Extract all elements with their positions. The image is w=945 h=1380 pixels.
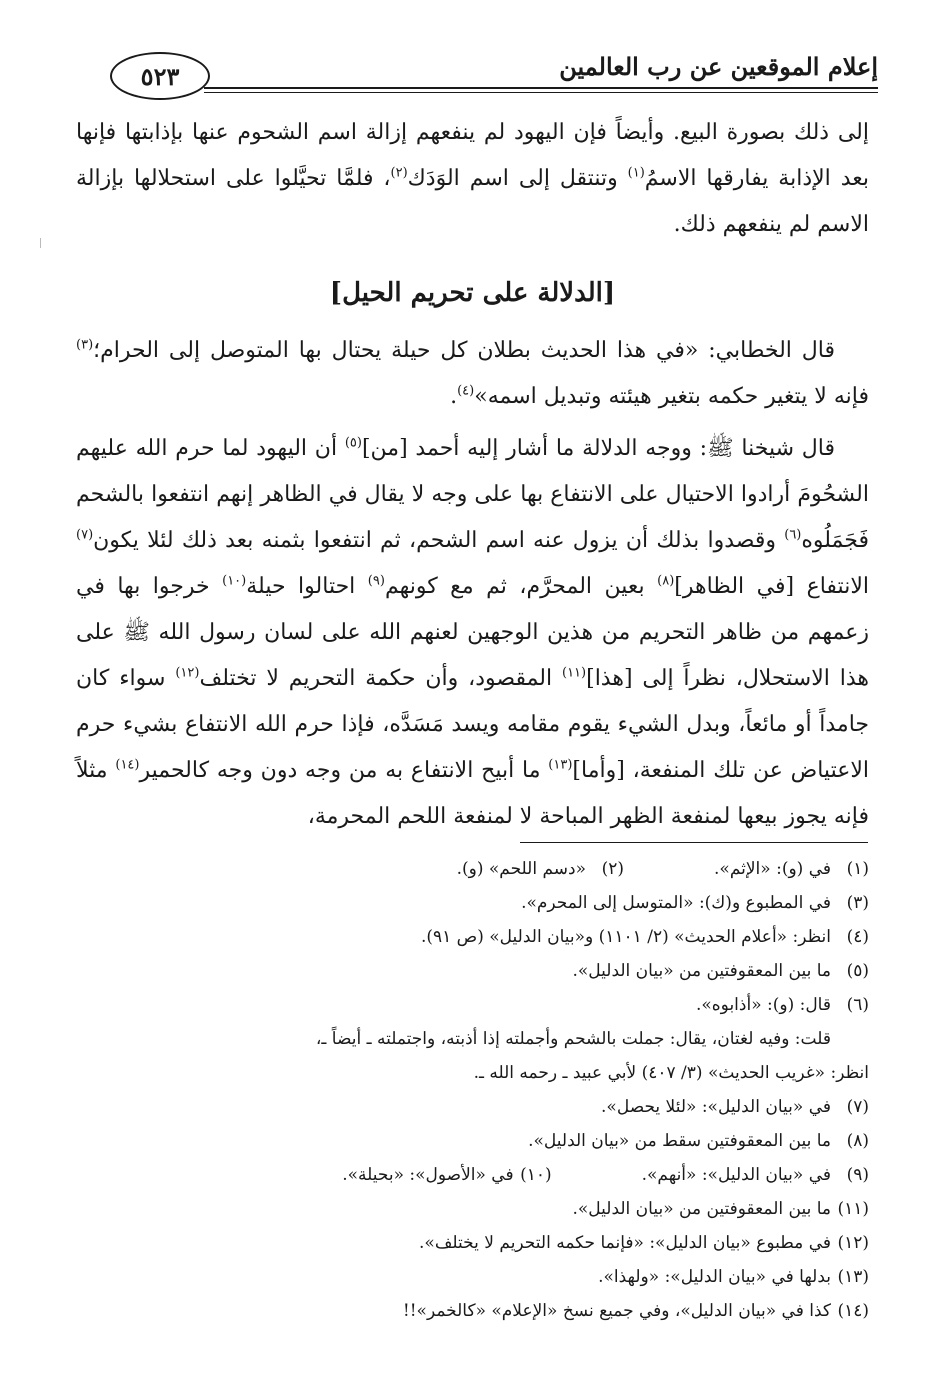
footnote-number: (٧) — [846, 1097, 869, 1117]
footnote-11 — [76, 1192, 869, 1226]
footnote-text: ما بين المعقوفتين من «بيان الدليل». — [572, 1199, 831, 1219]
footnote-row — [76, 1158, 869, 1192]
footnote-text: في المطبوع و(ك): «المتوسل إلى المحرم». — [521, 893, 831, 913]
text-run: وقصدوا بذلك أن يزول عنه اسم الشحم، ثم انتفعوا بثمنه بعد ذلك لئلا يكون — [93, 528, 785, 553]
footnote-text: في (و): «الإثم». — [714, 859, 831, 879]
footnote-ref: (١٣) — [548, 757, 573, 773]
footnote-text: ما بين المعقوفتين من «بيان الدليل». — [572, 961, 831, 981]
footnote-ref: (٩) — [367, 573, 385, 589]
footnote-10 — [342, 1158, 551, 1192]
footnote-number: (٩) — [846, 1165, 869, 1185]
footnote-4 — [76, 920, 869, 954]
footnote-ref: (٥) — [344, 435, 362, 451]
text-run: قال الخطابي: «في هذا الحديث بطلان كل حيلة يحتال بها المتوصل إلى الحرام؛ — [93, 338, 835, 363]
footnote-row — [76, 852, 869, 886]
footnote-text: قال: (و): «أذابوه». — [695, 995, 831, 1015]
footnote-text: في مطبوع «بيان الدليل»: «فإنما حكمه التحريم لا يختلف». — [419, 1233, 831, 1253]
footnote-separator — [520, 842, 868, 843]
footnote-text: في «بيان الدليل»: «لئلا يحصل». — [601, 1097, 831, 1117]
footnote-text: بدلها في «بيان الدليل»: «ولهذا». — [598, 1267, 831, 1287]
text-run: سواء كان جامداً أو مائعاً، وبدل الشيء يقوم مقامه ويسد مَسَدَّه، فإذا حرم الله الانتفاع بشيء حرم الاعتياض عن تلك المنفعة، [وأما] — [76, 666, 869, 783]
footnote-number: (١٣) — [837, 1267, 869, 1287]
header-rule — [204, 87, 878, 89]
footnote-ref: (١٠) — [222, 573, 247, 589]
page-header — [92, 40, 878, 100]
footnote-ref: (٢) — [390, 165, 408, 181]
footnote-number: (٢) — [601, 859, 625, 879]
footnote-number: (٤) — [846, 927, 869, 947]
footnote-ref: (٣) — [76, 337, 94, 353]
main-text — [76, 110, 869, 840]
text-run: ، فلمَّا تحيَّلوا على استحلالها بإزالة الاسم لم ينفعهم ذلك. — [76, 166, 869, 237]
footnote-number: (٦) — [846, 995, 869, 1015]
footnote-text: في «بيان الدليل»: «أنهم». — [641, 1165, 831, 1185]
footnote-ref: (٨) — [657, 573, 675, 589]
footnote-12 — [76, 1226, 869, 1260]
footnote-text: ما بين المعقوفتين سقط من «بيان الدليل». — [528, 1131, 831, 1151]
page-number-label: ٥٢٣ — [140, 61, 180, 91]
text-run: المقصود، وأن حكمة التحريم لا تختلف — [199, 666, 562, 691]
footnotes — [76, 852, 869, 1328]
header-rule-thin — [204, 92, 878, 93]
text-run: وتنتقل إلى اسم الوَدَك — [407, 166, 628, 191]
footnote-ref: (١) — [627, 165, 645, 181]
footnote-number: (٣) — [846, 893, 869, 913]
footnote-13 — [76, 1260, 869, 1294]
footnote-text: «دسم اللحم» (و). — [456, 859, 587, 879]
footnote-5 — [76, 954, 869, 988]
footnote-6-reference: انظر: «غريب الحديث» (٣/ ٤٠٧) لأبي عبيد ـ رحمه الله ـ. — [473, 1063, 869, 1083]
text-run: فإنه لا يتغير حكمه بتغير هيئته وتبديل اسمه» — [474, 384, 869, 409]
footnote-text: كذا في «بيان الدليل»، وفي جميع نسخ «الإعلام» «كالخمر»!! — [402, 1301, 831, 1321]
footnote-number: (١٤) — [837, 1301, 869, 1321]
footnote-ref: (٤) — [457, 383, 475, 399]
footnote-number: (٥) — [846, 961, 869, 981]
footnote-1 — [714, 852, 869, 886]
page-number — [110, 52, 210, 100]
footnote-number: (١) — [846, 859, 869, 879]
footnote-number: (١٠) — [520, 1165, 552, 1185]
footnote-7 — [76, 1090, 869, 1124]
footnote-ref: (١٤) — [115, 757, 140, 773]
text-run: إلى ذلك بصورة البيع. وأيضاً فإن اليهود لم ينفعهم إزالة اسم الشحوم عنها بإذابتها فإنها بعد الإذابة يفارقها الاسمُ — [76, 120, 869, 191]
footnote-3 — [76, 886, 869, 920]
footnote-2 — [457, 852, 624, 886]
text-run: أن اليهود لما حرم الله عليهم الشحُومَ أرادوا الاحتيال على الانتفاع بها على وجه لا يقال في الظاهر إنهم انتفعوا بالشحم فَجَمَلُوه — [76, 436, 869, 553]
footnote-9 — [642, 1158, 869, 1192]
footnote-number: (١٢) — [837, 1233, 869, 1253]
running-title: إعلام الموقعين عن رب العالمين — [559, 52, 878, 81]
footnote-ref: (١٢) — [175, 665, 200, 681]
footnote-number: (١١) — [837, 1199, 869, 1219]
section-heading: [الدلالة على تحريم الحيل] — [329, 278, 616, 308]
paragraph-3 — [76, 426, 869, 840]
text-run: الانتفاع [في الظاهر] — [674, 574, 869, 599]
footnote-8 — [76, 1124, 869, 1158]
text-run: احتالوا حيلة — [246, 574, 368, 599]
footnote-number: (٨) — [846, 1131, 869, 1151]
text-run: ما أبيح الانتفاع به من وجه دون وجه كالحمير — [139, 758, 549, 783]
footnote-ref: (١١) — [561, 665, 587, 681]
text-run: مثلاً فإنه يجوز بيعها لمنفعة الظهر المباحة لا لمنفعة اللحم المحرمة، — [76, 758, 869, 829]
footnote-14 — [76, 1294, 869, 1328]
text-run: قال شيخنا ﷺ: ووجه الدلالة ما أشار إليه أحمد [من] — [361, 436, 835, 461]
paragraph-2 — [76, 328, 869, 420]
footnote-6 — [76, 988, 869, 1022]
footnote-text: في «الأصول»: «بحيلة». — [342, 1165, 514, 1185]
paragraph-1 — [76, 110, 869, 248]
text-run: بعين المحرَّم، ثم مع كونهم — [384, 574, 658, 599]
footnote-ref: (٧) — [76, 527, 94, 543]
margin-mark — [40, 238, 41, 248]
footnote-ref: (٦) — [784, 527, 802, 543]
text-run: . — [450, 384, 458, 409]
text-run: خرجوا بها في زعمهم من ظاهر التحريم من هذين الوجهين لعنهم الله على لسان رسول الله ﷺ على هذا الاستحلال، نظراً إلى [هذا] — [76, 574, 869, 691]
footnote-text: انظر: «أعلام الحديث» (٢/ ١١٠١) و«بيان الدليل» (ص ٩١). — [420, 927, 831, 947]
footnote-6-continuation: قلت: وفيه لغتان، يقال: جملت بالشحم وأجملته إذا أذبته، واجتملته ـ أيضاً ـ، — [315, 1029, 831, 1049]
